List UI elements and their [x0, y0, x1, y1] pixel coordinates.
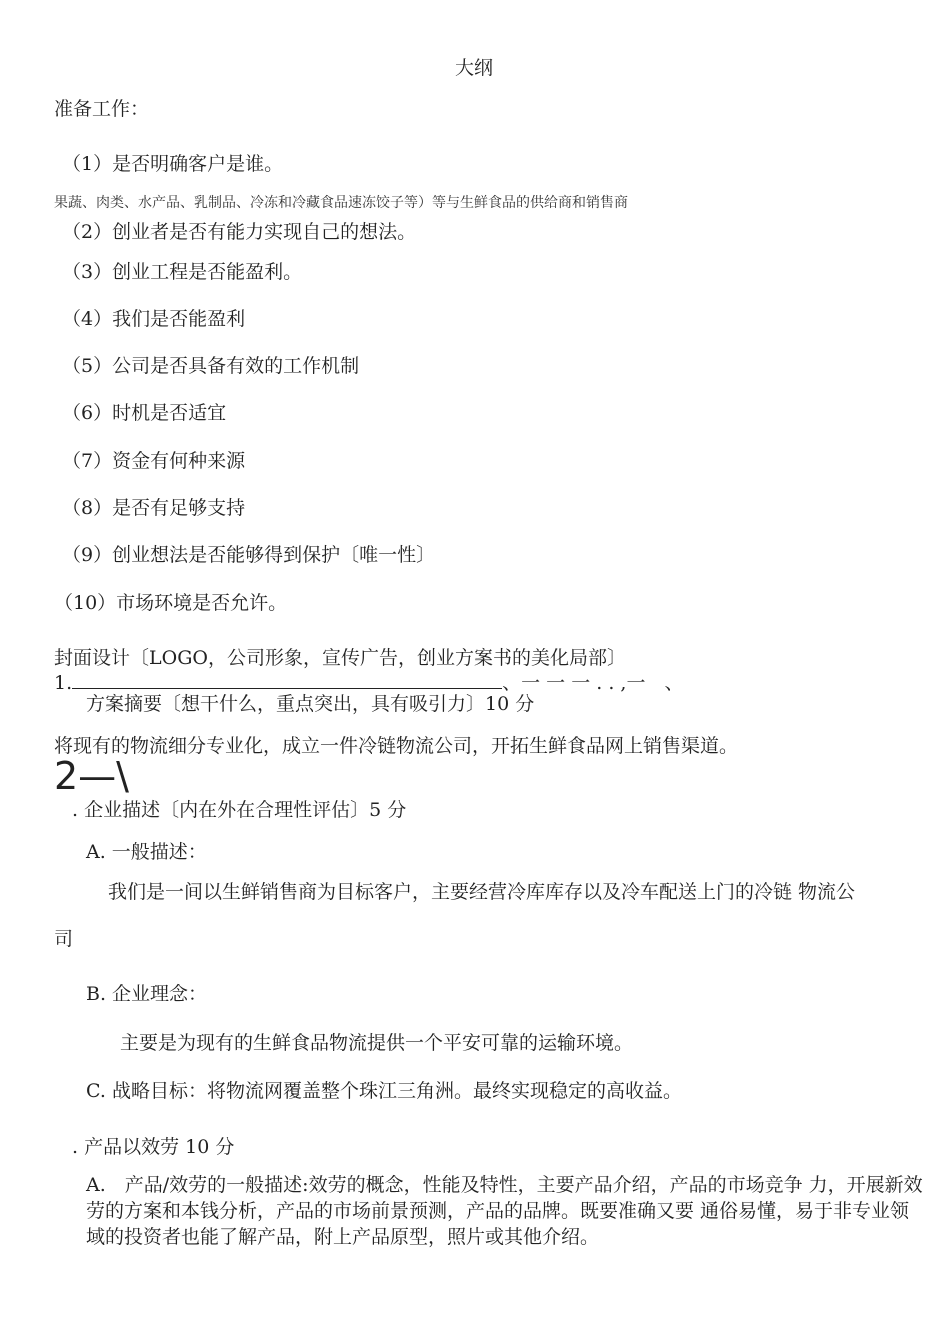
item-1-tail: 、一 一 一 . . ,一 、 [502, 672, 684, 694]
product-description: A. 产品/效劳的一般描述:效劳的概念，性能及特性，主要产品介绍，产品的市场竞争 力，开展新效劳的方案和本钱分析，产品的市场前景预测，产品的品牌。既要准确又要 通俗易懂，易于非专业领域的投资者也能了解产品，附上产品原型，照片或其他介绍。 [86, 1174, 923, 1248]
section-2-marker: 2—\ [54, 754, 129, 798]
idea-label: B. 企业理念： [86, 983, 208, 1005]
question-10: （10）市场环境是否允许。 [54, 592, 288, 614]
idea-text: 主要是为现有的生鲜食品物流提供一个平安可靠的运输环境。 [120, 1032, 634, 1054]
question-4: （4）我们是否能盈利 [62, 308, 246, 330]
cover-design: 封面设计〔LOGO，公司形象，宣传广告，创业方案书的美化局部〕 [54, 647, 626, 669]
general-description-text: 我们是一间以生鲜销售商为目标客户，主要经营冷库库存以及冷车配送上门的冷链 物流公 [108, 881, 856, 903]
general-description-cont: 司 [54, 928, 74, 950]
question-1-note: 果蔬、肉类、水产品、乳制品、冷冻和冷藏食品速冻饺子等）等与生鲜食品的供给商和销售商 [54, 195, 628, 211]
product-heading: . 产品以效劳 10 分 [72, 1136, 235, 1158]
question-3: （3）创业工程是否能盈利。 [62, 261, 303, 283]
summary-heading: 方案摘要〔想干什么，重点突出，具有吸引力〕10 分 [86, 693, 535, 715]
strategic-goal: C. 战略目标：将物流网覆盖整个珠江三角洲。最终实现稳定的高收益。 [86, 1080, 682, 1102]
item-1-number: 1. [54, 672, 73, 694]
summary-text: 将现有的物流细分专业化，成立一件冷链物流公司，开拓生鲜食品网上销售渠道。 [54, 735, 739, 757]
general-description-label: A. 一般描述： [86, 841, 207, 863]
company-heading: . 企业描述〔内在外在合理性评估〕5 分 [72, 799, 407, 821]
question-5: （5）公司是否具备有效的工作机制 [62, 355, 360, 377]
question-2: （2）创业者是否有能力实现自己的想法。 [62, 221, 417, 243]
page-title: 大纲 [455, 57, 494, 79]
question-7: （7）资金有何种来源 [62, 450, 246, 472]
item-1-blank [72, 674, 502, 689]
question-8: （8）是否有足够支持 [62, 497, 246, 519]
question-9: （9）创业想法是否能够得到保护〔唯一性〕 [62, 544, 436, 566]
question-6: （6）时机是否适宜 [62, 402, 227, 424]
prep-heading: 准备工作： [54, 98, 150, 120]
question-1: （1）是否明确客户是谁。 [62, 153, 284, 175]
